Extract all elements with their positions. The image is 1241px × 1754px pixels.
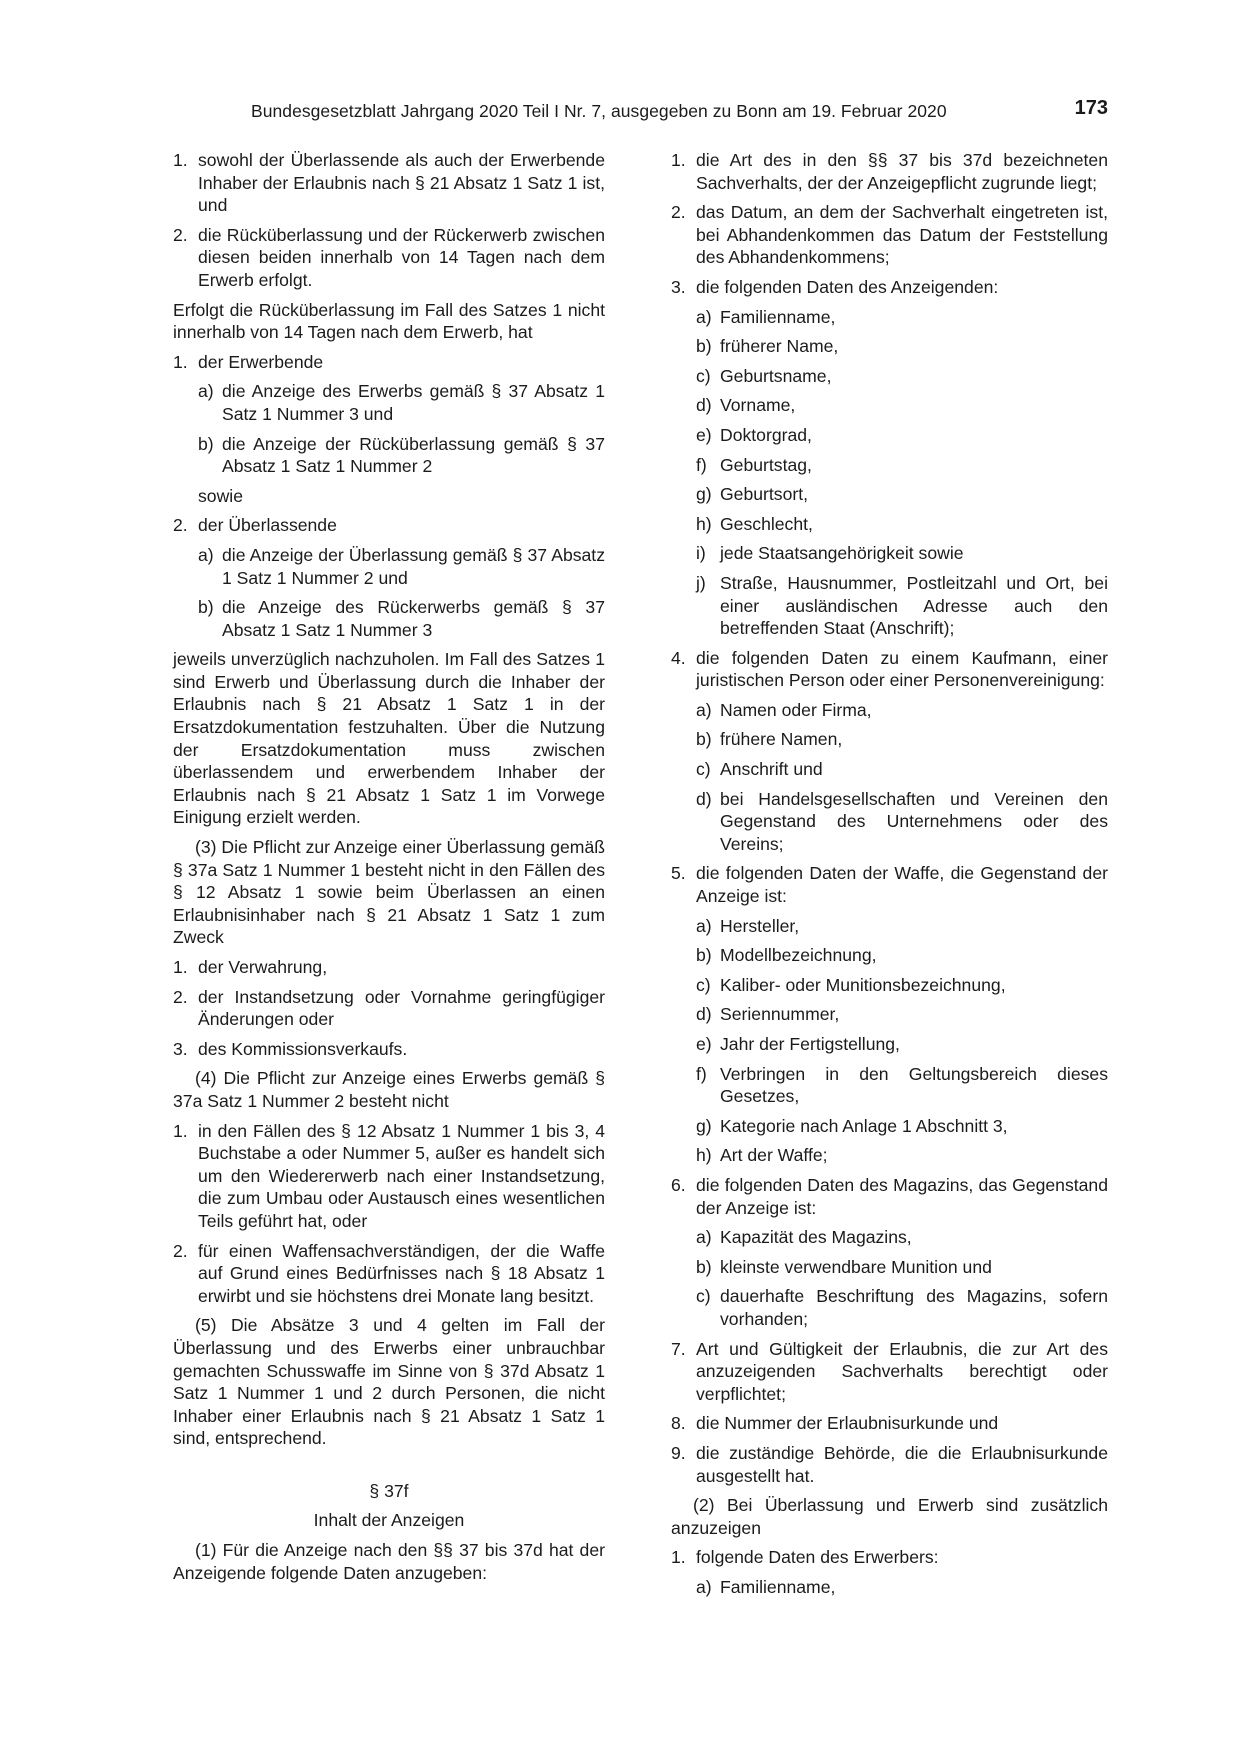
paragraph: (4) Die Pflicht zur Anzeige eines Erwerbs gemäß § 37a Satz 1 Nummer 2 besteht nicht	[173, 1068, 605, 1111]
paragraph: (3) Die Pflicht zur Anzeige einer Überlassung gemäß § 37a Satz 1 Nummer 1 besteht nicht in den Fällen des § 12 Absatz 1 sowie beim Überlassen an einen Erlaubnisinhaber nach § 21 Absatz 1 Satz 1 zum Zweck	[173, 837, 605, 948]
sub-list-item: a) Namen oder Firma,	[696, 699, 872, 720]
sub-list-item: b) Modellbezeichnung,	[696, 945, 877, 966]
sub-list-item: c) Anschrift und	[696, 759, 823, 780]
list-item: 3. die folgenden Daten des Anzeigenden:	[671, 276, 999, 297]
sub-list-item: h) Geschlecht,	[696, 513, 813, 534]
list-item: 2. für einen Waffensachverständigen, der die Waffe auf Grund eines Bedürfnisses nach § 18 Absatz 1 erwirbt und sie höchstens drei Monate lang besitzt.	[173, 1240, 605, 1306]
list-item: 1. sowohl der Überlassende als auch der Erwerbende Inhaber der Erlaubnis nach § 21 Absatz 1 Satz 1 ist, und	[173, 150, 605, 216]
sub-list-item: b) früherer Name,	[696, 336, 839, 357]
sub-list-item: b) frühere Namen,	[696, 729, 843, 750]
list-item: 3. des Kommissionsverkaufs.	[173, 1038, 408, 1059]
sub-list-item: a) Hersteller,	[696, 915, 800, 936]
sub-list-item: d) Seriennummer,	[696, 1004, 840, 1025]
left-column	[173, 149, 605, 1584]
page-number: 173	[1074, 97, 1108, 119]
list-item: 7. Art und Gültigkeit der Erlaubnis, die zur Art des anzuzeigenden Sachverhalts berechtigt oder verpflichtet;	[671, 1338, 1108, 1404]
sub-list-item: c) dauerhafte Beschriftung des Magazins, sofern vorhanden;	[696, 1286, 1108, 1329]
sub-list-item: f) Geburtstag,	[696, 454, 812, 475]
list-item: 2. das Datum, an dem der Sachverhalt eingetreten ist, bei Abhandenkommen das Datum der Feststellung des Abhandenkommens;	[671, 202, 1108, 268]
list-item: 2. die Rücküberlassung und der Rückerwerb zwischen diesen beiden innerhalb von 14 Tagen nach dem Erwerb erfolgt.	[173, 224, 605, 290]
sub-list-item: e) Doktorgrad,	[696, 424, 812, 445]
sub-list-item: b) kleinste verwendbare Munition und	[696, 1256, 992, 1277]
sub-list-item: c) Geburtsname,	[696, 365, 832, 386]
list-item: 4. die folgenden Daten zu einem Kaufmann, einer juristischen Person oder einer Personenvereinigung:	[671, 647, 1108, 691]
list-item: 1. der Verwahrung,	[173, 957, 328, 977]
list-item: 2. der Überlassende	[173, 515, 337, 536]
list-item: 1. in den Fällen des § 12 Absatz 1 Nummer 1 bis 3, 4 Buchstabe a oder Nummer 5, außer es handelt sich um den Wiedererwerb nach einer Instandsetzung, die zum Umbau oder Austausch eines wesentlichen Teils geführt hat, oder	[173, 1120, 605, 1231]
section-title: Inhalt der Anzeigen	[313, 1510, 465, 1531]
list-item: 2. der Instandsetzung oder Vornahme geringfügiger Änderungen oder	[173, 986, 605, 1030]
running-title: Bundesgesetzblatt Jahrgang 2020 Teil I Nr. 7, ausgegeben zu Bonn am 19. Februar 2020	[251, 101, 947, 121]
sub-list-item: i) jede Staatsangehörigkeit sowie	[696, 543, 964, 564]
paragraph: (1) Für die Anzeige nach den §§ 37 bis 37d hat der Anzeigende folgende Daten anzugeben:	[173, 1540, 605, 1583]
sub-list-item: g) Geburtsort,	[696, 484, 809, 505]
paragraph: (2) Bei Überlassung und Erwerb sind zusätzlich anzuzeigen	[671, 1495, 1108, 1538]
list-item: 5. die folgenden Daten der Waffe, die Gegenstand der Anzeige ist:	[671, 863, 1108, 907]
list-item: 1. folgende Daten des Erwerbers:	[671, 1547, 939, 1568]
sub-list-item: d) bei Handelsgesellschaften und Vereinen den Gegenstand des Unternehmens oder des Vereins;	[696, 788, 1108, 854]
sub-list-item: a) Kapazität des Magazins,	[696, 1227, 912, 1248]
sub-list-item: c) Kaliber- oder Munitionsbezeichnung,	[696, 974, 1006, 995]
paragraph: Erfolgt die Rücküberlassung im Fall des Satzes 1 nicht innerhalb von 14 Tagen nach dem Erwerb, hat	[173, 299, 605, 343]
right-column	[671, 149, 1108, 1598]
sub-list-item: d) Vorname,	[696, 395, 796, 416]
list-item: 6. die folgenden Daten des Magazins, das Gegenstand der Anzeige ist:	[671, 1174, 1108, 1218]
list-item: 9. die zuständige Behörde, die die Erlaubnisurkunde ausgestellt hat.	[671, 1442, 1108, 1486]
sub-list-item: b) die Anzeige des Rückerwerbs gemäß § 37 Absatz 1 Satz 1 Nummer 3	[198, 597, 605, 640]
list-item: 1. der Erwerbende	[173, 351, 324, 372]
sub-list-item: j) Straße, Hausnummer, Postleitzahl und Ort, bei einer ausländischen Adresse auch den betreffenden Staat (Anschrift);	[696, 572, 1108, 639]
sub-list-item: a) Familienname,	[696, 306, 836, 327]
sub-list-item: b) die Anzeige der Rücküberlassung gemäß § 37 Absatz 1 Satz 1 Nummer 2	[198, 433, 605, 477]
sub-list-item: f) Verbringen in den Geltungsbereich dieses Gesetzes,	[696, 1063, 1108, 1107]
sub-list-item: g) Kategorie nach Anlage 1 Abschnitt 3,	[696, 1115, 1008, 1136]
section-number: § 37f	[369, 1480, 409, 1501]
sub-list-item: h) Art der Waffe;	[696, 1145, 828, 1166]
list-item: 8. die Nummer der Erlaubnisurkunde und	[671, 1413, 999, 1434]
conjunction: sowie	[198, 485, 243, 506]
paragraph: jeweils unverzüglich nachzuholen. Im Fall des Satzes 1 sind Erwerb und Überlassung durch die Inhaber der Erlaubnis nach § 21 Absatz 1 Satz 1 in der Ersatzdokumentation festzuhalten. Über die Nutzung der Ersatzdokumentation muss zwischen überlassendem und erwerbendem Inhaber der Erlaubnis nach § 21 Absatz 1 Satz 1 im Vorwege Einigung erzielt werden.	[173, 649, 605, 828]
sub-list-item: a) die Anzeige der Überlassung gemäß § 37 Absatz 1 Satz 1 Nummer 2 und	[198, 544, 605, 588]
running-header	[173, 98, 1108, 124]
paragraph: (5) Die Absätze 3 und 4 gelten im Fall der Überlassung und des Erwerbs einer unbrauchbar gemachten Schusswaffe im Sinne von § 37d Absatz 1 Satz 1 Nummer 1 und 2 durch Personen, die nicht Inhaber einer Erlaubnis nach § 21 Absatz 1 Satz 1 sind, entsprechend.	[173, 1315, 605, 1449]
list-item: 1. die Art des in den §§ 37 bis 37d bezeichneten Sachverhalts, der der Anzeigepflicht zugrunde liegt;	[671, 150, 1108, 193]
sub-list-item: a) Familienname,	[696, 1576, 836, 1597]
sub-list-item: e) Jahr der Fertigstellung,	[696, 1034, 900, 1054]
sub-list-item: a) die Anzeige des Erwerbs gemäß § 37 Absatz 1 Satz 1 Nummer 3 und	[198, 381, 605, 424]
